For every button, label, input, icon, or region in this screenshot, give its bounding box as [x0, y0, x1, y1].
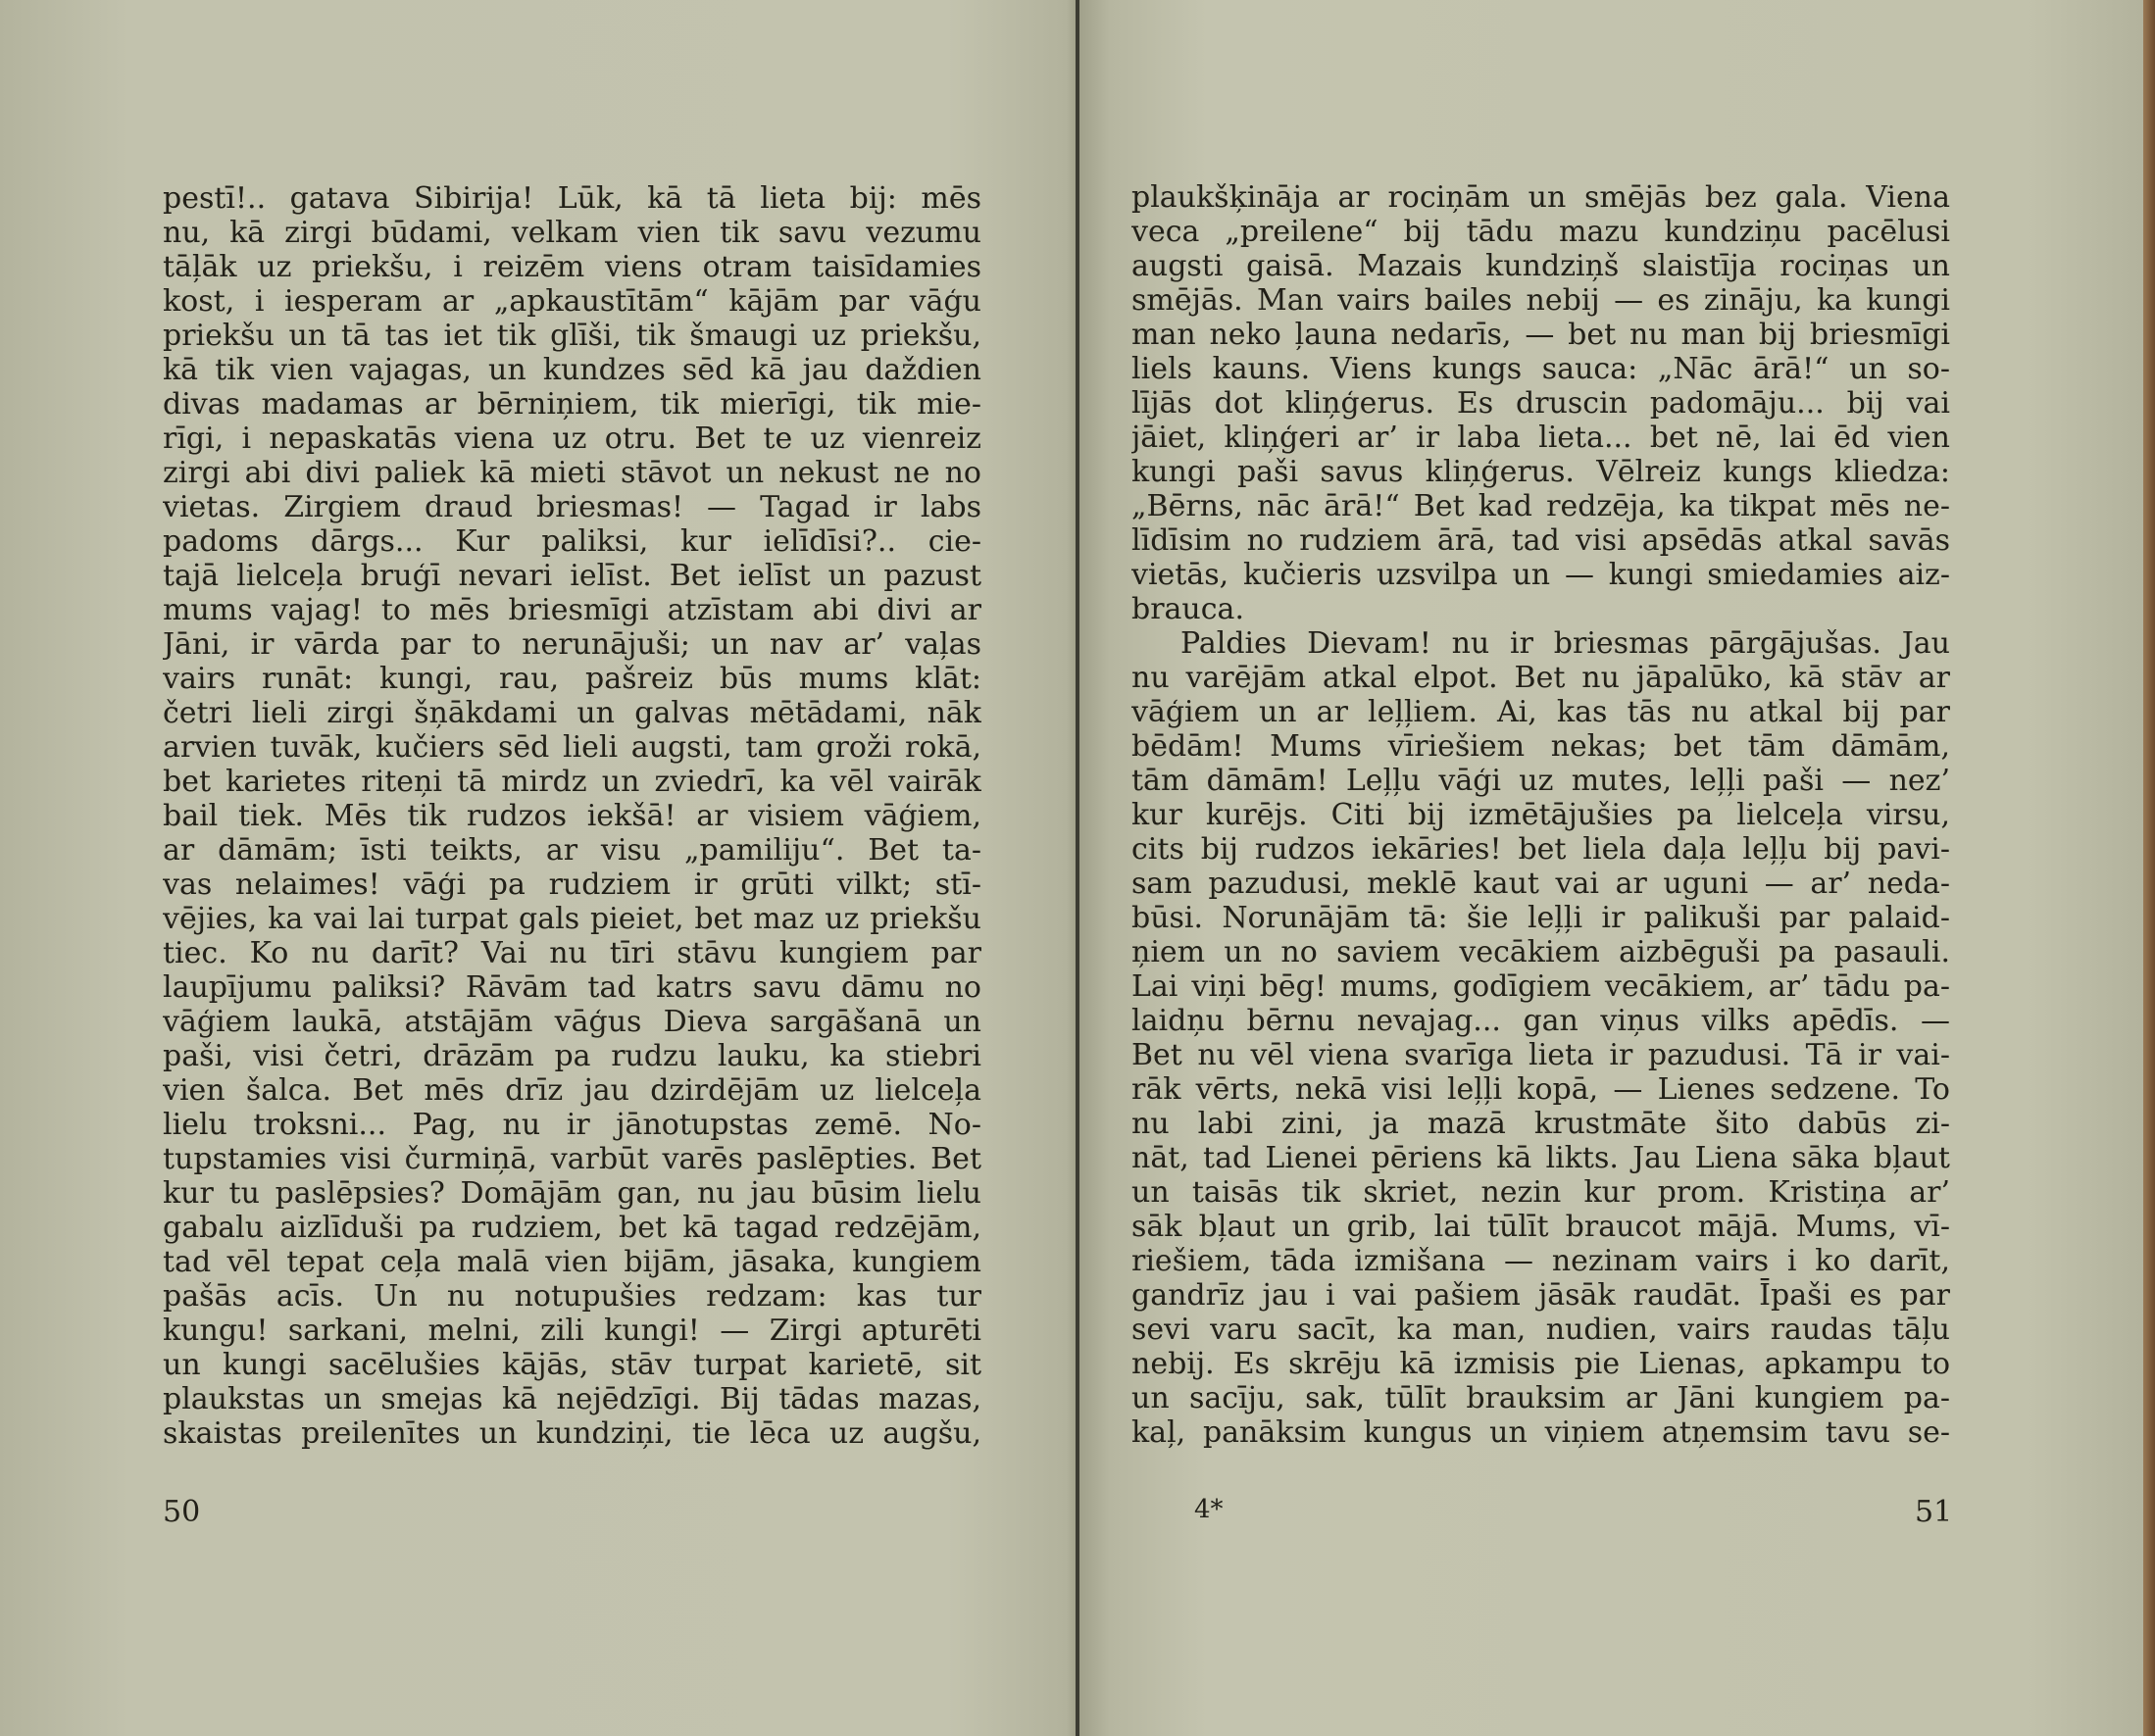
text-line: vietās, kučieris uzsvilpa un — kungi smiedamies aiz- — [1131, 558, 1950, 592]
left-page-number: 50 — [163, 1495, 201, 1529]
text-line: bet karietes riteņi tā mirdz un zviedrī, ka vēl vairāk — [163, 765, 981, 799]
text-line: laupījumu paliksi? Rāvām tad katrs savu dāmu no — [163, 970, 981, 1005]
text-line: arvien tuvāk, kučiers sēd lieli augsti, tam groži rokā, — [163, 730, 981, 765]
text-line: tiec. Ko nu darīt? Vai nu tīri stāvu kungiem par — [163, 936, 981, 970]
text-line: tajā lielceļa bruģī nevari ielīst. Bet ielīst un pazust — [163, 559, 981, 593]
text-line: vietas. Zirgiem draud briesmas! — Tagad ir labs — [163, 490, 981, 524]
text-line: sevi varu sacīt, ka man, nudien, vairs raudas tāļu — [1131, 1313, 1950, 1347]
text-line: tupstamies visi čurmiņā, varbūt varēs paslēpties. Bet — [163, 1142, 981, 1176]
text-line: bail tiek. Mēs tik rudzos iekšā! ar visiem vāģiem, — [163, 799, 981, 833]
text-line: tāļāk uz priekšu, i reizēm viens otram taisīdamies — [163, 250, 981, 284]
text-line: „Bērns, nāc ārā!“ Bet kad redzēja, ka tikpat mēs ne- — [1131, 489, 1950, 523]
text-line: padoms dārgs... Kur paliksi, kur ielīdīsi?.. cie- — [163, 524, 981, 559]
text-line: sam pazudusi, meklē kaut vai ar uguni — ar’ neda- — [1131, 867, 1950, 901]
text-line: četri lieli zirgi šņākdami un galvas mētādami, nāk — [163, 696, 981, 730]
text-line: priekšu un tā tas iet tik glīši, tik šmaugi uz priekšu, — [163, 319, 981, 353]
text-line: kur kurējs. Citi bij izmētājušies pa lielceļa virsu, — [1131, 798, 1950, 832]
text-line: liels kauns. Viens kungs sauca: „Nāc ārā!“ un so- — [1131, 352, 1950, 386]
text-line: nu varējām atkal elpot. Bet nu jāpalūko, kā stāv ar — [1131, 661, 1950, 695]
right-page-number: 51 — [1915, 1495, 1953, 1529]
text-line: un taisās tik skriet, nezin kur prom. Kristiņa ar’ — [1131, 1175, 1950, 1210]
text-line: kungi paši savus kliņģerus. Vēlreiz kungs kliedza: — [1131, 455, 1950, 489]
text-line: smējās. Man vairs bailes nebij — es zināju, ka kungi — [1131, 283, 1950, 318]
text-line: vien šalca. Bet mēs drīz jau dzirdējām uz lielceļa — [163, 1073, 981, 1108]
text-line: līdīsim no rudziem ārā, tad visi apsēdās atkal savās — [1131, 523, 1950, 558]
text-line: vāģiem un ar leļļiem. Ai, kas tās nu atkal bij par — [1131, 695, 1950, 729]
text-line: divas madamas ar bērniņiem, tik mierīgi, tik mie- — [163, 387, 981, 422]
text-line: nu labi zini, ja mazā krustmāte šito dabūs zi- — [1131, 1107, 1950, 1141]
text-line: lījās dot kliņģerus. Es druscin padomāju... bij vai — [1131, 386, 1950, 421]
book-edge — [2143, 0, 2155, 1736]
text-line: pašās acīs. Un nu notupušies redzam: kas tur — [163, 1279, 981, 1314]
text-line: sāk bļaut un grib, lai tūlīt braucot mājā. Mums, vī- — [1131, 1210, 1950, 1244]
text-line: rāk vērts, nekā visi leļļi kopā, — Lienes sedzene. To — [1131, 1072, 1950, 1107]
text-line: vas nelaimes! vāģi pa rudziem ir grūti vilkt; stī- — [163, 868, 981, 902]
text-line: brauca. — [1131, 592, 1244, 626]
text-line: zirgi abi divi paliek kā mieti stāvot un nekust ne no — [163, 456, 981, 490]
text-line: cits bij rudzos iekāries! bet liela daļa leļļu bij pavi- — [1131, 832, 1950, 867]
text-line: rīgi, i nepaskatās viena uz otru. Bet te uz vienreiz — [163, 422, 981, 456]
text-line: plaukšķināja ar rociņām un smējās bez gala. Viena — [1131, 180, 1950, 215]
text-line: riešiem, tāda izmišana — nezinam vairs i ko darīt, — [1131, 1244, 1950, 1278]
text-line: man neko ļauna nedarīs, — bet nu man bij briesmīgi — [1131, 318, 1950, 352]
text-line: skaistas preilenītes un kundziņi, tie lēca uz augšu, — [163, 1416, 981, 1451]
text-line: Paldies Dievam! nu ir briesmas pārgājušas. Jau — [1180, 626, 1950, 661]
text-line: kungu! sarkani, melni, zili kungi! — Zirgi apturēti — [163, 1314, 981, 1348]
text-line: vāģiem laukā, atstājām vāģus Dieva sargāšanā un — [163, 1005, 981, 1039]
text-line: vējies, ka vai lai turpat gals pieiet, bet maz uz priekšu — [163, 902, 981, 936]
text-line: un sacīju, sak, tūlīt brauksim ar Jāni kungiem pa- — [1131, 1381, 1950, 1415]
text-line: tad vēl tepat ceļa malā vien bijām, jāsaka, kungiem — [163, 1245, 981, 1279]
text-line: Bet nu vēl viena svarīga lieta ir pazudusi. Tā ir vai- — [1131, 1038, 1950, 1072]
signature-mark: 4* — [1194, 1495, 1224, 1524]
text-line: kur tu paslēpsies? Domājām gan, nu jau būsim lielu — [163, 1176, 981, 1211]
text-line: būsi. Norunājām tā: šie leļļi ir palikuši par palaid- — [1131, 901, 1950, 935]
right-page-text — [1131, 180, 1950, 1450]
text-line: lielu troksni... Pag, nu ir jānotupstas zemē. No- — [163, 1108, 981, 1142]
text-line: bēdām! Mums vīriešiem nekas; bet tām dāmām, — [1131, 729, 1950, 764]
text-line: veca „preilene“ bij tādu mazu kundziņu pacēlusi — [1131, 215, 1950, 249]
text-line: nebij. Es skrēju kā izmisis pie Lienas, apkampu to — [1131, 1347, 1950, 1381]
text-line: Jāni, ir vārda par to nerunājuši; un nav ar’ vaļas — [163, 627, 981, 662]
text-line: tām dāmām! Leļļu vāģi uz mutes, leļļi paši — nez’ — [1131, 764, 1950, 798]
text-line: kost, i iesperam ar „apkaustītām“ kājām par vāģu — [163, 284, 981, 319]
text-line: plaukstas un smejas kā nejēdzīgi. Bij tādas mazas, — [163, 1382, 981, 1416]
text-line: kaļ, panāksim kungus un viņiem atņemsim tavu se- — [1131, 1415, 1950, 1450]
text-line: Lai viņi bēg! mums, godīgiem vecākiem, ar’ tādu pa- — [1131, 969, 1950, 1004]
text-line: nu, kā zirgi būdami, velkam vien tik savu vezumu — [163, 216, 981, 250]
right-page — [1079, 0, 2155, 1736]
left-page-text — [163, 181, 981, 1451]
text-line: paši, visi četri, drāzām pa rudzu lauku, ka stiebri — [163, 1039, 981, 1073]
text-line: laidņu bērnu nevajag... gan viņus vilks apēdīs. — — [1131, 1004, 1950, 1038]
text-line: jāiet, kliņģeri ar’ ir laba lieta... bet nē, lai ēd vien — [1131, 421, 1950, 455]
text-line: mums vajag! to mēs briesmīgi atzīstam abi divi ar — [163, 593, 981, 627]
text-line: kā tik vien vajagas, un kundzes sēd kā jau daždien — [163, 353, 981, 387]
text-line: un kungi sacēlušies kājās, stāv turpat karietē, sit — [163, 1348, 981, 1382]
text-line: vairs runāt: kungi, rau, pašreiz būs mums klāt: — [163, 662, 981, 696]
text-line: pestī!.. gatava Sibirija! Lūk, kā tā lieta bij: mēs — [163, 181, 981, 216]
left-page — [0, 0, 1076, 1736]
text-line: gandrīz jau i vai pašiem jāsāk raudāt. Īpaši es par — [1131, 1278, 1950, 1313]
text-line: gabalu aizlīduši pa rudziem, bet kā tagad redzējām, — [163, 1211, 981, 1245]
text-line: ņiem un no saviem vecākiem aizbēguši pa pasauli. — [1131, 935, 1950, 969]
text-line: ar dāmām; īsti teikts, ar visu „pamiliju“. Bet ta- — [163, 833, 981, 868]
text-line: nāt, tad Lienei pēriens kā likts. Jau Liena sāka bļaut — [1131, 1141, 1950, 1175]
text-line: augsti gaisā. Mazais kundziņš slaistīja rociņas un — [1131, 249, 1950, 283]
